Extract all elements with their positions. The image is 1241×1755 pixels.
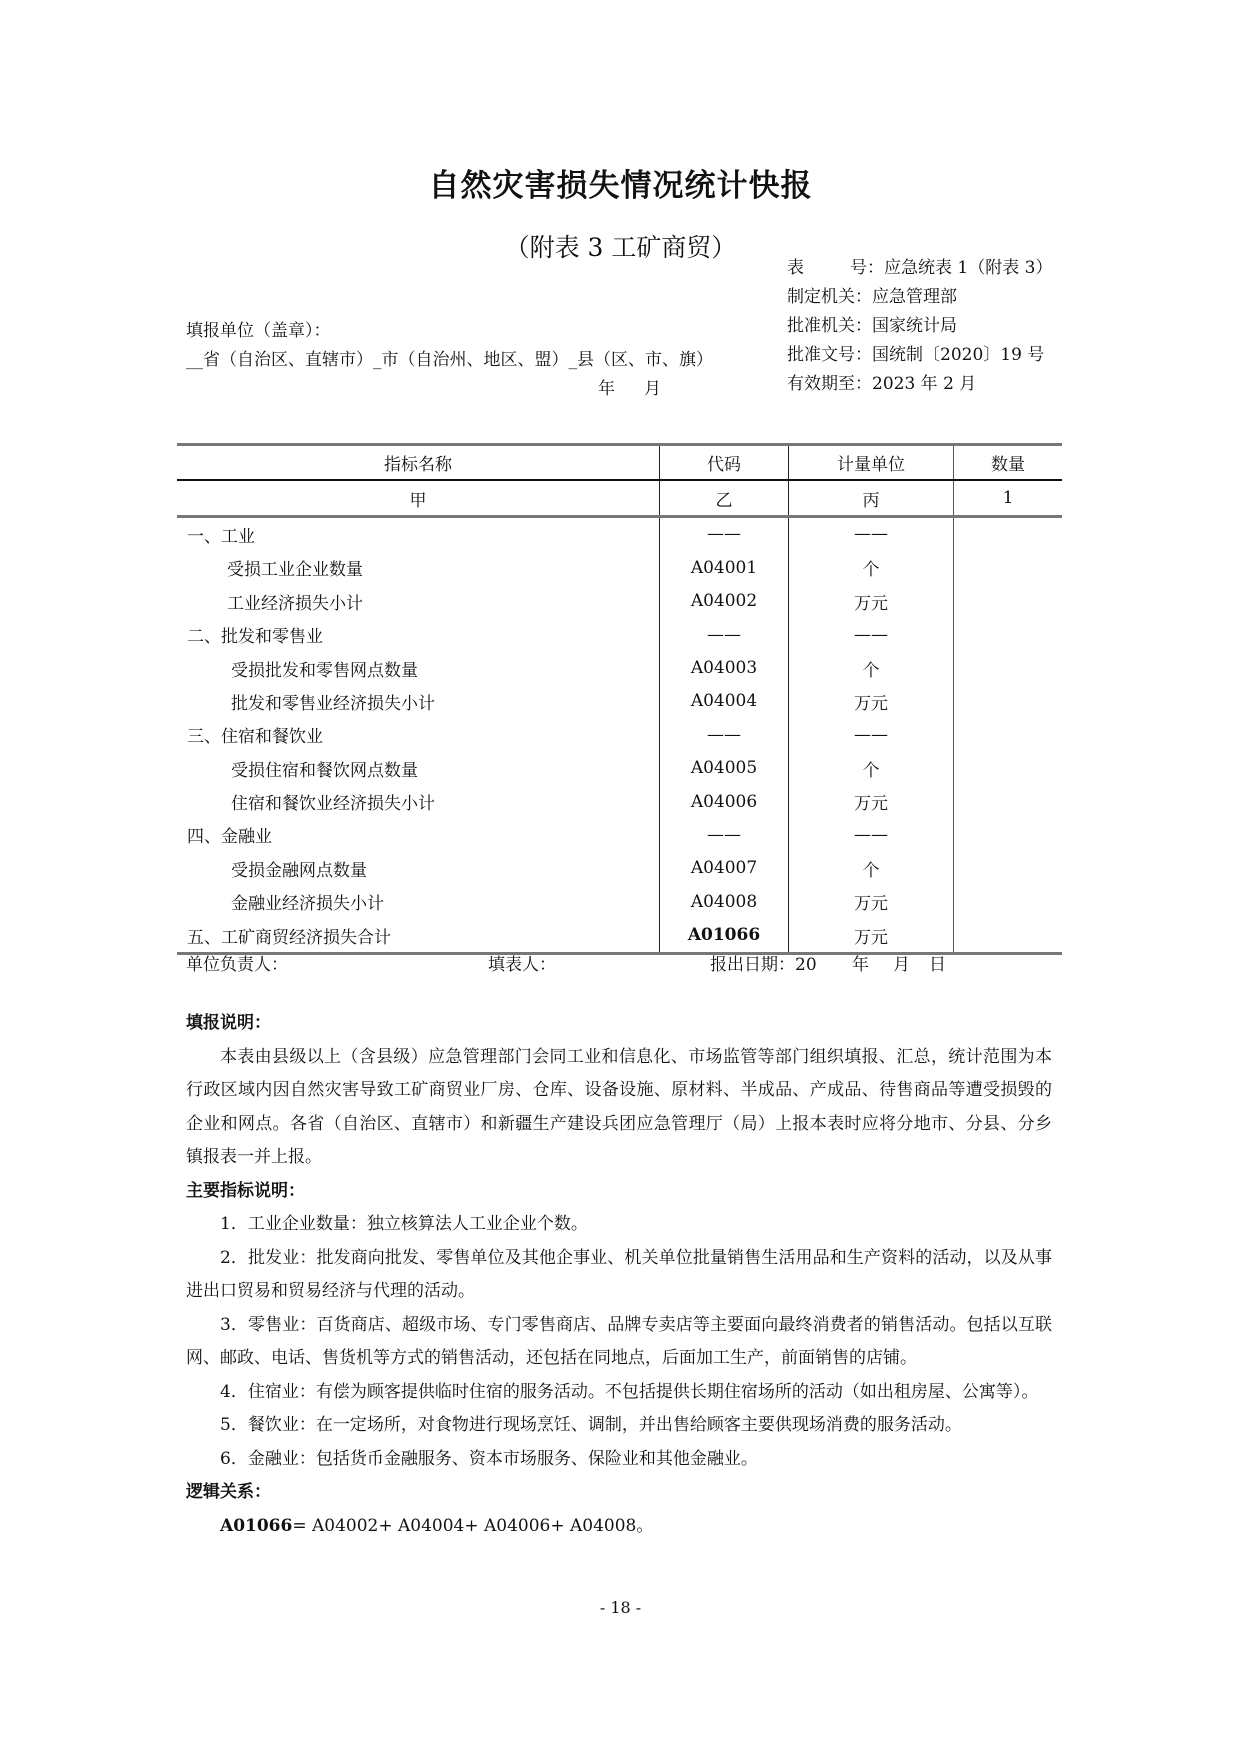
meta-issuer (787, 287, 957, 307)
statistics-table (177, 443, 1062, 955)
notes-section (186, 1007, 1052, 1543)
quantity-cell[interactable] (954, 718, 1063, 751)
code-cell: —— (660, 618, 789, 651)
quantity-cell[interactable] (954, 685, 1063, 718)
table-row (177, 651, 1062, 684)
indicator-name-cell: 工业经济损失小计 (227, 593, 363, 614)
code-cell: A04004 (660, 685, 789, 718)
meta-value: 国统制〔2020〕19 号 (872, 345, 1045, 365)
year-label: 年 (598, 379, 615, 399)
indicator-name-cell: 受损金融网点数量 (231, 860, 367, 881)
month-label: 月 (644, 379, 661, 399)
meta-sep: ： (867, 258, 884, 278)
code-cell: A04003 (660, 651, 789, 684)
quantity-cell[interactable] (954, 852, 1063, 885)
table-row (177, 718, 1062, 751)
table-row (177, 516, 1062, 551)
indicator-note: 5．餐饮业：在一定场所，对食物进行现场烹饪、调制，并出售给顾客主要供现场消费的服务活动。 (220, 1415, 962, 1435)
meta-value: 应急管理部 (872, 287, 957, 307)
page-title: 自然灾害损失情况统计快报 (428, 168, 813, 204)
code-cell: A01066 (660, 918, 789, 953)
meta-form-number (787, 258, 1052, 278)
quantity-cell[interactable] (954, 918, 1063, 953)
logic-lhs: A01066 (220, 1515, 293, 1536)
unit-cell: 个 (789, 651, 954, 684)
quantity-cell[interactable] (954, 551, 1063, 584)
unit-cell: —— (789, 516, 954, 551)
table-row (177, 551, 1062, 584)
indicator-name-cell: 住宿和餐饮业经济损失小计 (231, 794, 435, 815)
unit-cell: 个 (789, 551, 954, 584)
quantity-cell[interactable] (954, 752, 1063, 785)
code-cell: A04008 (660, 885, 789, 918)
meta-key-char: 表 (787, 258, 804, 278)
unit-cell: —— (789, 618, 954, 651)
subheader-col-number: 1 (954, 480, 1063, 516)
unit-cell: 万元 (789, 685, 954, 718)
code-cell: —— (660, 818, 789, 851)
indicator-notes-title: 主要指标说明： (186, 1180, 305, 1201)
fill-instructions-title: 填报说明： (186, 1013, 271, 1033)
filling-unit-label: 填报单位（盖章）： (186, 321, 331, 341)
indicator-name-cell: 金融业经济损失小计 (231, 894, 384, 915)
meta-key-char: 号 (850, 258, 867, 278)
table-subheader-row (177, 480, 1062, 516)
quantity-cell[interactable] (954, 651, 1063, 684)
table-header-row (177, 445, 1062, 481)
code-cell: A04005 (660, 752, 789, 785)
meta-value: 国家统计局 (872, 316, 957, 336)
quantity-cell[interactable] (954, 885, 1063, 918)
code-cell: A04006 (660, 785, 789, 818)
logic-formula (186, 1510, 1052, 1544)
quantity-cell[interactable] (954, 618, 1063, 651)
table-row (177, 852, 1062, 885)
page-subtitle: （附表 3 工矿商贸） (504, 233, 737, 262)
header-unit: 计量单位 (789, 445, 954, 481)
indicator-name-cell: 一、工业 (187, 526, 255, 547)
indicator-name-cell: 三、住宿和餐饮业 (187, 727, 323, 748)
unit-cell: 万元 (789, 885, 954, 918)
logic-rhs: = A04002+ A04004+ A04006+ A04008。 (292, 1515, 654, 1536)
unit-cell: 万元 (789, 918, 954, 953)
indicator-note: 6．金融业：包括货币金融服务、资本市场服务、保险业和其他金融业。 (220, 1448, 758, 1469)
unit-cell: —— (789, 818, 954, 851)
header-indicator-name: 指标名称 (177, 445, 660, 481)
report-date-day: 日 (929, 955, 946, 975)
indicator-name-cell: 受损住宿和餐饮网点数量 (231, 760, 418, 781)
table-row (177, 685, 1062, 718)
table-row (177, 918, 1062, 953)
unit-cell: 万元 (789, 785, 954, 818)
code-cell: A04002 (660, 585, 789, 618)
quantity-cell[interactable] (954, 516, 1063, 551)
logic-title: 逻辑关系： (186, 1482, 271, 1502)
subheader-bing: 丙 (789, 480, 954, 516)
unit-cell: 个 (789, 852, 954, 885)
table-row (177, 818, 1062, 851)
report-date-label: 报出日期：20 (710, 955, 817, 975)
meta-value: 应急统表 1（附表 3） (884, 258, 1053, 278)
indicator-name-cell: 受损工业企业数量 (227, 560, 363, 581)
meta-approver (787, 316, 957, 336)
indicator-note: 3．零售业：百货商店、超级市场、专门零售商店、品牌专卖店等主要面向最终消费者的销售活动。包括以互联网、邮政、电话、售货机等方式的销售活动，还包括在同地点，后面加工生产，前面销售的店铺。 (186, 1314, 1052, 1368)
filler-label: 填表人： (488, 955, 556, 975)
table-row (177, 585, 1062, 618)
report-date-month: 月 (893, 955, 910, 975)
report-date-year: 年 (852, 955, 869, 975)
meta-value: 2023 年 2 月 (872, 374, 977, 394)
header-quantity: 数量 (954, 445, 1063, 481)
indicator-note: 4．住宿业：有偿为顾客提供临时住宿的服务活动。不包括提供长期住宿场所的活动（如出租房屋、公寓等）。 (220, 1381, 1039, 1402)
header-code: 代码 (660, 445, 789, 481)
table-row (177, 785, 1062, 818)
code-cell: —— (660, 718, 789, 751)
quantity-cell[interactable] (954, 785, 1063, 818)
table-row (177, 752, 1062, 785)
table-row (177, 618, 1062, 651)
code-cell: A04001 (660, 551, 789, 584)
meta-approval-number (787, 345, 1044, 365)
meta-key: 批准文号： (787, 345, 872, 365)
indicator-name-cell: 四、金融业 (187, 827, 272, 848)
meta-valid-until (787, 374, 976, 394)
unit-cell: 万元 (789, 585, 954, 618)
subheader-yi: 乙 (660, 480, 789, 516)
page-number: - 18 - (599, 1598, 642, 1617)
unit-cell: 个 (789, 752, 954, 785)
indicator-name-cell: 五、工矿商贸经济损失合计 (177, 918, 660, 953)
unit-cell: —— (789, 718, 954, 751)
indicator-name-cell: 二、批发和零售业 (187, 627, 323, 648)
quantity-cell[interactable] (954, 585, 1063, 618)
code-cell: A04007 (660, 852, 789, 885)
quantity-cell[interactable] (954, 818, 1063, 851)
meta-key: 批准机关： (787, 316, 872, 336)
region-line: __省（自治区、直辖市）_市（自治州、地区、盟）_县（区、市、旗） (186, 350, 713, 370)
responsible-person-label: 单位负责人： (186, 955, 288, 975)
indicator-name-cell: 批发和零售业经济损失小计 (231, 693, 435, 714)
meta-key: 有效期至： (787, 374, 872, 394)
subheader-jia: 甲 (177, 480, 660, 516)
indicator-name-cell: 受损批发和零售网点数量 (231, 660, 418, 681)
table-row (177, 885, 1062, 918)
meta-key: 制定机关： (787, 287, 872, 307)
code-cell: —— (660, 516, 789, 551)
fill-instructions-text: 本表由县级以上（含县级）应急管理部门会同工业和信息化、市场监管等部门组织填报、汇总，统计范围为本行政区域内因自然灾害导致工矿商贸业厂房、仓库、设备设施、原材料、半成品、产成品、待售商品等遭受损毁的企业和网点。各省（自治区、直辖市）和新疆生产建设兵团应急管理厅（局）上报本表时应将分地市、分县、分乡镇报表一并上报。 (186, 1046, 1052, 1167)
indicator-note: 2．批发业：批发商向批发、零售单位及其他企事业、机关单位批量销售生活用品和生产资料的活动，以及从事进出口贸易和贸易经济与代理的活动。 (186, 1247, 1052, 1301)
indicator-note: 1．工业企业数量：独立核算法人工业企业个数。 (220, 1214, 588, 1234)
